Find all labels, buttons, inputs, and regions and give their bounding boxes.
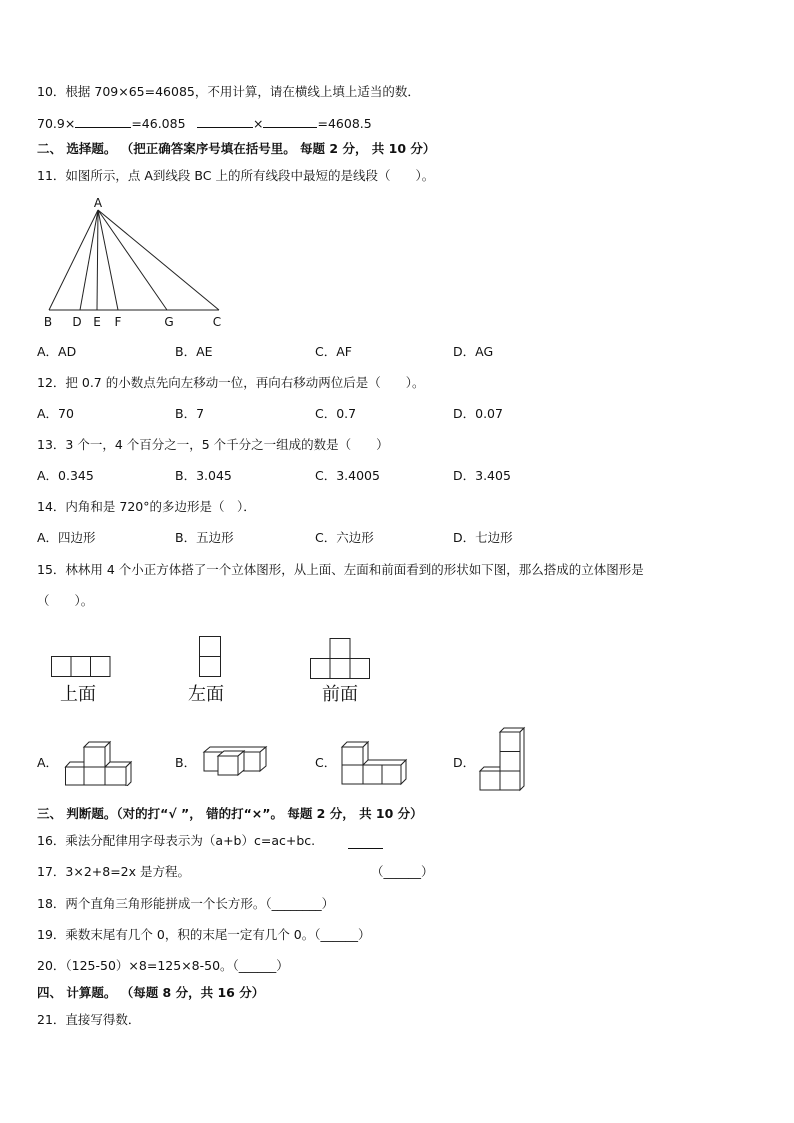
- q16-answer-blank[interactable]: [348, 836, 383, 849]
- segment-AD: [80, 210, 98, 310]
- left-view-figure: [198, 635, 224, 681]
- q10-eq2-right: =4608.5: [317, 116, 372, 131]
- q15-option-c-label[interactable]: C．: [315, 755, 337, 770]
- q10-equation-2: [197, 115, 372, 132]
- q14-option-c[interactable]: C．六边形: [315, 530, 374, 545]
- q12-stem: 12．把 0.7 的小数点先向左移动一位，再向右移动两位后是（ ）。: [37, 375, 425, 390]
- q13-option-b[interactable]: B．3.045: [175, 468, 232, 483]
- q10-stem: 10．根据 709×65=46085，不用计算，请在横线上填上适当的数．: [37, 84, 420, 99]
- left-view-label: 左面: [188, 684, 224, 705]
- segment-AB: [49, 210, 98, 310]
- q11-option-c[interactable]: C．AF: [315, 344, 352, 359]
- q15-stem-line1: 15．林林用 4 个小正方体搭了一个立体图形，从上面、左面和前面看到的形状如下图，那么搭成的立体图形是: [37, 562, 644, 577]
- q15-option-c-solid[interactable]: [340, 740, 410, 786]
- q21-text: 21．直接写得数．: [37, 1012, 141, 1027]
- q13-option-c[interactable]: C．3.4005: [315, 468, 380, 483]
- q10-eq2-times: ×: [253, 116, 264, 131]
- segment-AE: [97, 210, 98, 310]
- point-label-G: G: [164, 315, 174, 329]
- q15-option-a-solid[interactable]: [64, 738, 136, 786]
- q15-option-b-solid[interactable]: [202, 744, 272, 776]
- point-label-B: B: [43, 315, 53, 329]
- q18-text[interactable]: 18．两个直角三角形能拼成一个长方形。（________）: [37, 896, 335, 911]
- q17-text: 17．3×2+8=2x 是方程。: [37, 864, 191, 879]
- q11-option-d[interactable]: D．AG: [453, 344, 494, 359]
- q14-option-b[interactable]: B．五边形: [175, 530, 234, 545]
- q10-eq1-left: 70.9×: [37, 116, 76, 131]
- q12-option-b[interactable]: B．7: [175, 406, 205, 421]
- q19-text[interactable]: 19．乘数末尾有几个 0，积的末尾一定有几个 0。（______）: [37, 927, 371, 942]
- q14-option-d[interactable]: D．七边形: [453, 530, 513, 545]
- q15-option-d-solid[interactable]: [478, 726, 528, 792]
- front-view-label: 前面: [322, 684, 358, 705]
- top-view-figure: [50, 655, 114, 681]
- q13-option-d[interactable]: D．3.405: [453, 468, 511, 483]
- q14-stem: 14．内角和是 720°的多边形是（ ）．: [37, 499, 256, 514]
- q11-option-b[interactable]: B．AE: [175, 344, 213, 359]
- front-view-figure: [309, 637, 373, 683]
- q14-option-a[interactable]: A．四边形: [37, 530, 96, 545]
- point-label-A: A: [93, 196, 103, 210]
- triangle-figure: [38, 196, 238, 332]
- q15-option-d-label[interactable]: D．: [453, 755, 476, 770]
- answer-blank[interactable]: [263, 115, 317, 128]
- q20-text[interactable]: 20．（125-50）×8=125×8-50。（______）: [37, 958, 289, 973]
- top-view-label: 上面: [60, 684, 96, 705]
- section-2-heading: 二、 选择题。 （把正确答案序号填在括号里。 每题 2 分， 共 10 分）: [37, 141, 436, 156]
- q12-option-d[interactable]: D．0.07: [453, 406, 503, 421]
- q10-equation-1: [37, 115, 186, 132]
- answer-blank[interactable]: [75, 115, 131, 128]
- q15-stem-line2: （ ）。: [37, 593, 94, 608]
- q13-option-a[interactable]: A．0.345: [37, 468, 94, 483]
- answer-blank[interactable]: [197, 115, 253, 128]
- q11-stem: 11．如图所示，点 A到线段 BC 上的所有线段中最短的是线段（ ）。: [37, 168, 435, 183]
- q17-answer-bracket[interactable]: （______）: [371, 864, 434, 879]
- q13-stem: 13．3 个一，4 个百分之一，5 个千分之一组成的数是（ ）: [37, 437, 389, 452]
- q10-eq1-right: =46.085: [131, 116, 186, 131]
- q16-text: 16．乘法分配律用字母表示为（a+b）c=ac+bc.: [37, 833, 316, 848]
- q15-option-a-label[interactable]: A．: [37, 755, 59, 770]
- q12-option-c[interactable]: C．0.7: [315, 406, 357, 421]
- section-3-heading: 三、 判断题。（对的打“√ ”， 错的打“×”。 每题 2 分， 共 10 分）: [37, 806, 423, 821]
- q11-option-a[interactable]: A．AD: [37, 344, 77, 359]
- section-4-heading: 四、 计算题。 （每题 8 分，共 16 分）: [37, 985, 265, 1000]
- segment-AC: [98, 210, 219, 310]
- q12-option-a[interactable]: A．70: [37, 406, 74, 421]
- point-label-C: C: [212, 315, 222, 329]
- point-label-E: E: [93, 315, 101, 329]
- q15-option-b-label[interactable]: B．: [175, 755, 197, 770]
- point-label-F: F: [114, 315, 122, 329]
- point-label-D: D: [72, 315, 82, 329]
